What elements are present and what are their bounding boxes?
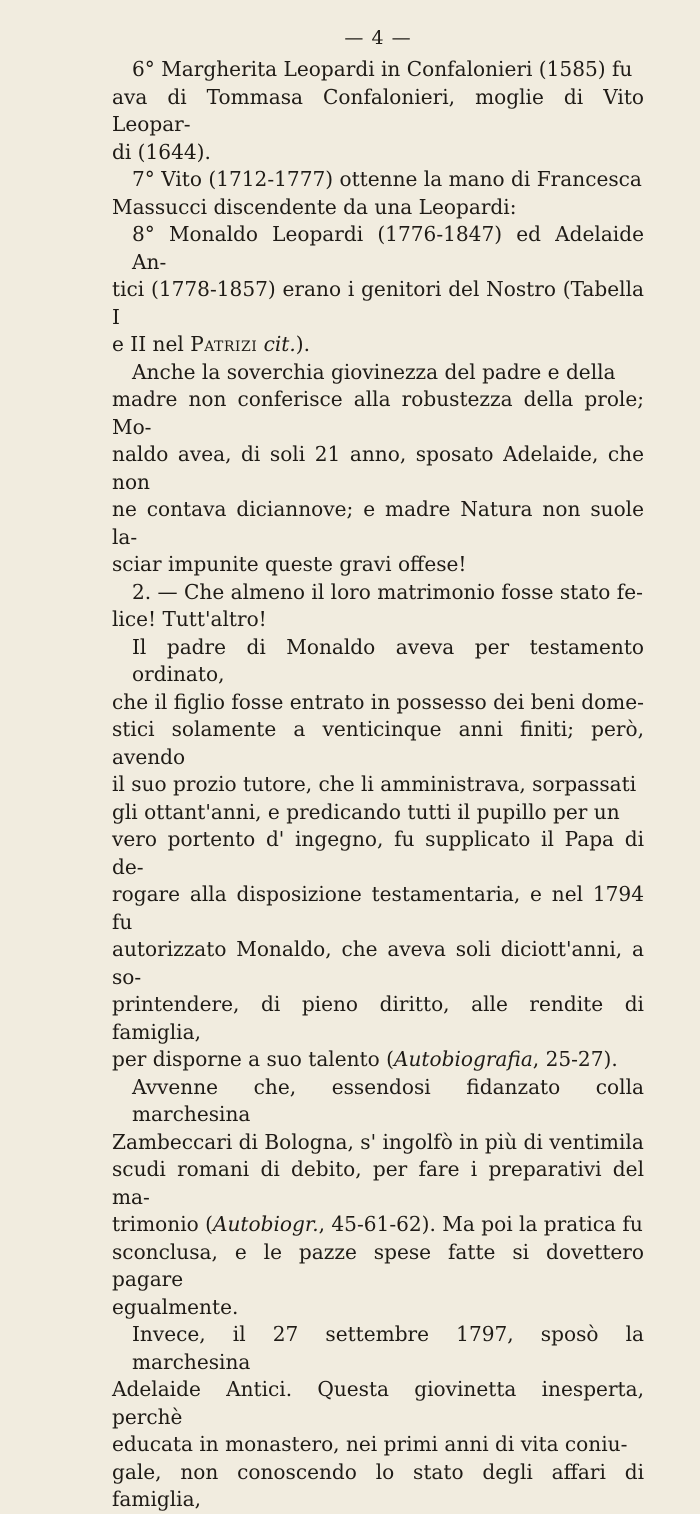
text-run: , 45-61-62). Ma poi la pratica fu [318, 1212, 643, 1236]
text-line: 2. — Che almeno il loro matrimonio fosse stato fe- [132, 579, 643, 604]
author-name-smallcaps: Patrizi [190, 332, 258, 356]
text-line: Invece, il 27 settembre 1797, sposò la marchesina [132, 1322, 644, 1374]
page-number: — 4 — [344, 27, 412, 49]
text-run: per disporne a suo talento ( [112, 1047, 394, 1071]
text-line: gli ottant'anni, e predicando tutti il pupillo per un [112, 799, 620, 824]
text-line: ava di Tommasa Confalonieri, moglie di Vito Leopar- [112, 84, 644, 136]
text-line: Massucci discendente da una Leopardi: [112, 194, 517, 219]
paragraph-engagement [112, 1074, 644, 1322]
text-line: lice! Tutt'altro! [112, 607, 267, 631]
paragraph-genealogy-7 [112, 166, 644, 221]
text-line: 8° Monaldo Leopardi (1776-1847) ed Adelaide An- [132, 222, 644, 274]
paragraph-section-2 [112, 579, 644, 634]
text-line: Anche la soverchia giovinezza del padre e della [132, 359, 616, 384]
text-run: trimonio ( [112, 1212, 213, 1236]
citation-italic: Autobiogr. [212, 1212, 319, 1236]
text-line: tici (1778-1857) erano i genitori del Nostro (Tabella I [112, 277, 644, 329]
text-line: autorizzato Monaldo, che aveva soli diciott'anni, a so- [112, 937, 644, 989]
text-run: , 25-27). [532, 1047, 618, 1071]
text-line: vero portento d' ingegno, fu supplicato il Papa di de- [112, 827, 644, 879]
text-line: ne contava diciannove; e madre Natura non suole la- [112, 497, 644, 549]
text-line: di (1644). [112, 139, 211, 164]
text-line: gale, non conoscendo lo stato degli affari di famiglia, [112, 1459, 644, 1511]
text-line: scudi romani di debito, per fare i preparativi del ma- [112, 1157, 644, 1209]
text-line: stici solamente a venticinque anni finiti; però, avendo [112, 717, 644, 769]
text-line: rogare alla disposizione testamentaria, e nel 1794 fu [112, 882, 644, 934]
text-line: che il figlio fosse entrato in possesso dei beni dome- [112, 689, 644, 714]
text-line [112, 331, 644, 359]
paragraph-testament [112, 634, 644, 1074]
text-line: Avvenne che, essendosi fidanzato colla marchesina [132, 1074, 644, 1126]
text-line: sconclusa, e le pazze spese fatte si dovettero pagare [112, 1239, 644, 1291]
text-line: il suo prozio tutore, che li amministrava, sorpassati [112, 772, 637, 796]
text-line: naldo avea, di soli 21 anno, sposato Adelaide, che non [112, 442, 644, 494]
citation-italic: Autobiografia [393, 1047, 533, 1071]
text-line: Il padre di Monaldo aveva per testamento ordinato, [132, 634, 644, 686]
text-line: educata in monastero, nei primi anni di vita coniu- [112, 1432, 628, 1456]
text-line: Adelaide Antici. Questa giovinetta inesperta, perchè [112, 1377, 644, 1429]
paragraph-genealogy-8 [112, 221, 644, 359]
book-page [112, 22, 644, 1514]
text-run: ). [295, 332, 310, 356]
text-line: sciar impunite queste gravi offese! [112, 552, 467, 576]
text-line [112, 1046, 644, 1074]
text-line: madre non conferisce alla robustezza della prole; Mo- [112, 387, 644, 439]
text-run: e II nel [112, 332, 191, 356]
text-line: 7° Vito (1712-1777) ottenne la mano di Francesca [132, 167, 642, 191]
text-line: 6° Margherita Leopardi in Confalonieri (1585) fu [132, 57, 633, 81]
paragraph-marriage [112, 1321, 644, 1514]
paragraph-youth [112, 359, 644, 579]
text-line: egualmente. [112, 1294, 239, 1319]
text-line: Zambeccari di Bologna, s' ingolfò in più di ventimila [112, 1129, 644, 1154]
text-line: printendere, di pieno diritto, alle rendite di famiglia, [112, 992, 644, 1044]
text-line [112, 1211, 644, 1239]
citation-italic: cit. [257, 332, 296, 356]
paragraph-genealogy-6 [112, 56, 644, 166]
